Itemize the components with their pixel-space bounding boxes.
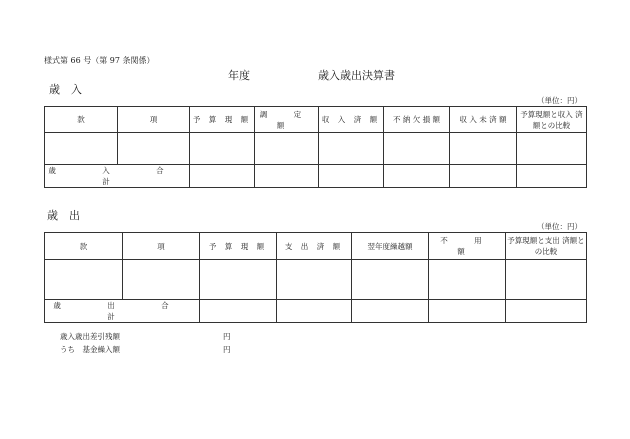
fund-transfer-unit: 円 xyxy=(223,345,231,354)
expenditure-cell xyxy=(200,260,277,300)
revenue-cell xyxy=(384,133,450,165)
expenditure-cell xyxy=(506,260,587,300)
expenditure-header-comparison: 予算現額と支出 済額との比較 xyxy=(506,233,587,260)
expenditure-header-kou: 項 xyxy=(123,233,200,260)
expenditure-header-paid: 支 出 済 額 xyxy=(277,233,352,260)
revenue-total-cell xyxy=(319,165,384,188)
document-title: 歳入歳出決算書 xyxy=(318,69,395,82)
revenue-heading: 歳 入 xyxy=(49,83,82,96)
revenue-cell xyxy=(118,133,190,165)
expenditure-total-cell xyxy=(506,300,587,323)
revenue-header-unreceived: 収 入 未 済 額 xyxy=(450,107,517,133)
revenue-cell xyxy=(450,133,517,165)
expenditure-total-cell xyxy=(352,300,429,323)
expenditure-header-carryover: 翌年度繰越額 xyxy=(352,233,429,260)
expenditure-cell xyxy=(352,260,429,300)
balance-label: 歳入歳出差引残額 xyxy=(60,332,120,341)
form-number: 様式第 66 号（第 97 条関係） xyxy=(44,56,155,65)
revenue-total-cell xyxy=(450,165,517,188)
revenue-entry-row xyxy=(45,133,587,165)
expenditure-header-budget: 予 算 現 額 xyxy=(200,233,277,260)
revenue-unit-label: （単位：円） xyxy=(537,96,582,105)
revenue-total-cell xyxy=(517,165,587,188)
revenue-header-kou: 項 xyxy=(118,107,190,133)
expenditure-header-kan: 款 xyxy=(45,233,123,260)
revenue-header-received: 収 入 済 額 xyxy=(319,107,384,133)
expenditure-header-unused: 不 用 額 xyxy=(429,233,506,260)
title-year: 年度 xyxy=(228,69,250,82)
revenue-total-cell xyxy=(190,165,255,188)
fund-transfer-label: うち 基金繰入額 xyxy=(60,345,120,354)
revenue-total-row xyxy=(45,165,587,188)
revenue-total-label: 歳 入 合 計 xyxy=(45,165,190,188)
expenditure-total-cell xyxy=(429,300,506,323)
revenue-table xyxy=(44,106,587,188)
expenditure-table xyxy=(44,232,587,323)
expenditure-total-cell xyxy=(277,300,352,323)
revenue-cell xyxy=(517,133,587,165)
expenditure-unit-label: （単位：円） xyxy=(537,222,582,231)
revenue-cell xyxy=(319,133,384,165)
expenditure-cell xyxy=(123,260,200,300)
balance-unit: 円 xyxy=(223,332,231,341)
expenditure-cell xyxy=(429,260,506,300)
revenue-cell xyxy=(255,133,319,165)
expenditure-header-row xyxy=(45,233,587,260)
revenue-header-assessed: 調 定 額 xyxy=(255,107,319,133)
expenditure-cell xyxy=(277,260,352,300)
revenue-header-kan: 款 xyxy=(45,107,118,133)
expenditure-heading: 歳 出 xyxy=(47,209,80,222)
expenditure-total-label: 歳 出 合 計 xyxy=(45,300,200,323)
revenue-header-row xyxy=(45,107,587,133)
revenue-total-cell xyxy=(384,165,450,188)
expenditure-total-row xyxy=(45,300,587,323)
revenue-header-deficit: 不 納 欠 損 額 xyxy=(384,107,450,133)
revenue-header-budget: 予 算 現 額 xyxy=(190,107,255,133)
revenue-total-cell xyxy=(255,165,319,188)
expenditure-cell xyxy=(45,260,123,300)
revenue-cell xyxy=(45,133,118,165)
expenditure-total-cell xyxy=(200,300,277,323)
revenue-header-comparison: 予算現額と収入 済額との比較 xyxy=(517,107,587,133)
expenditure-entry-row xyxy=(45,260,587,300)
revenue-cell xyxy=(190,133,255,165)
